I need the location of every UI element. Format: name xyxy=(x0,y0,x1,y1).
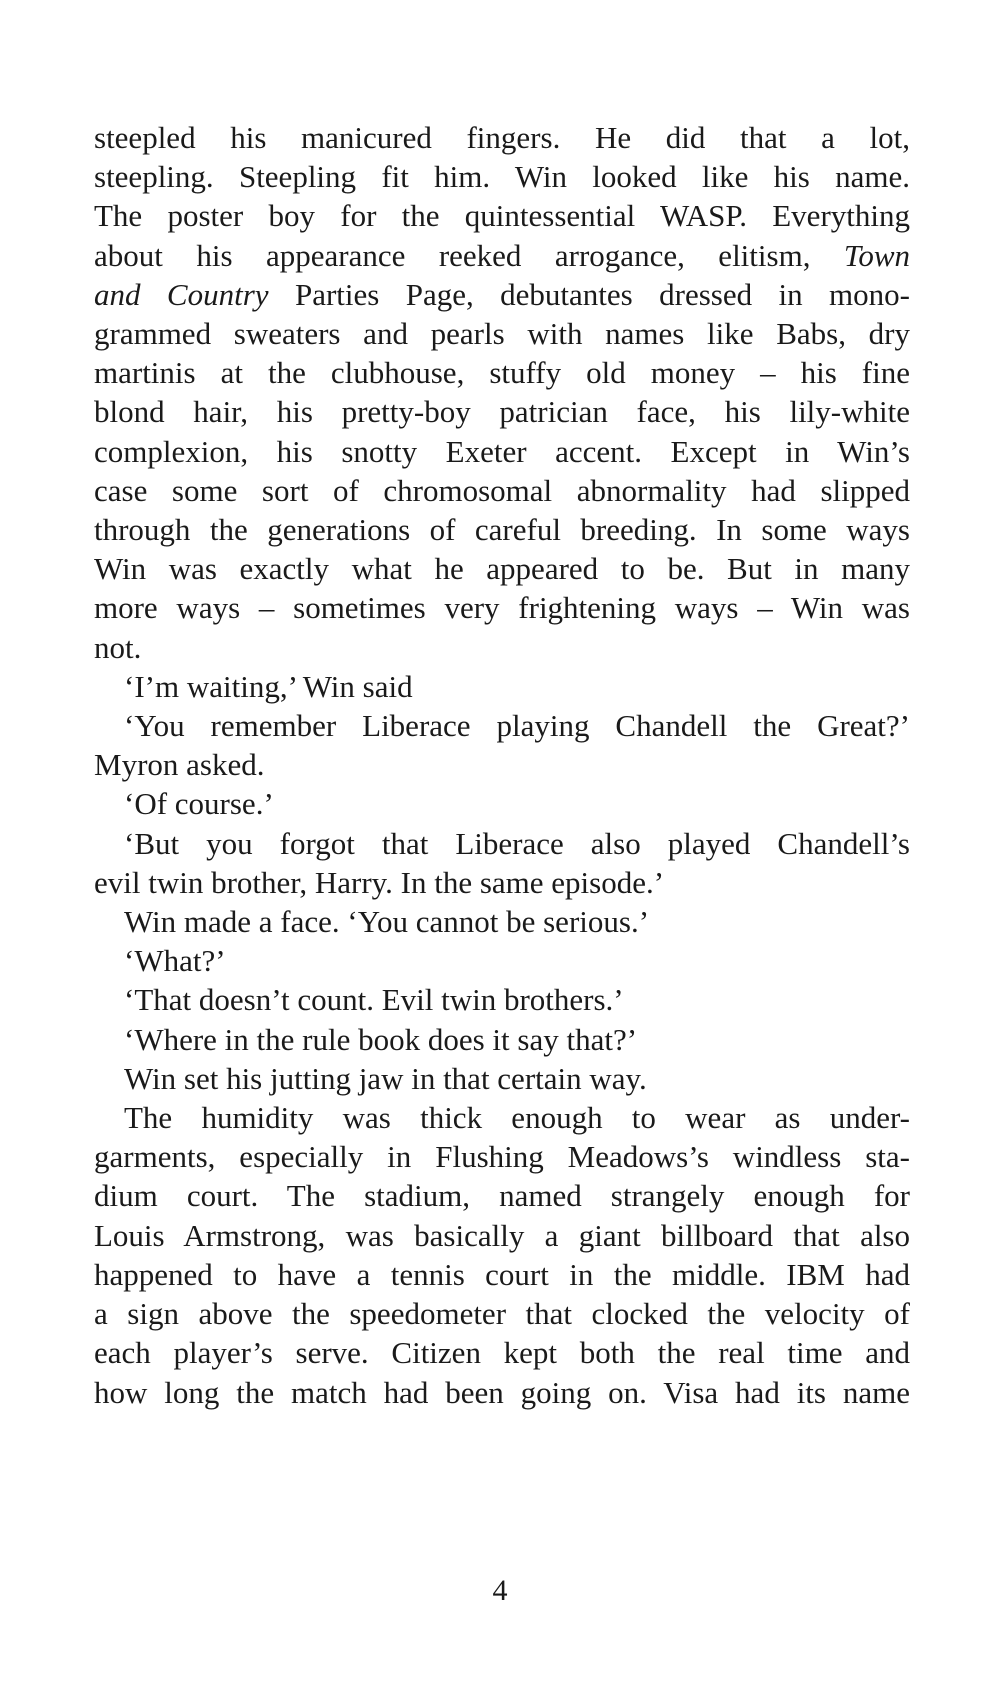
text-line: evil twin brother, Harry. In the same episode.’ xyxy=(94,864,665,900)
paragraph xyxy=(94,118,910,667)
text-line: a sign above the speedometer that clocked the velocity of xyxy=(94,1296,910,1332)
text-line: how long the match had been going on. Visa had its name xyxy=(94,1374,910,1410)
text-line: more ways – sometimes very frightening ways – Win was xyxy=(94,590,910,626)
text-line: not. xyxy=(94,629,142,665)
text-line: The humidity was thick enough to wear as under- xyxy=(124,1100,910,1136)
text-segment: Parties Page, debutantes dressed in mono- xyxy=(294,276,910,312)
narration-line: Win set his jutting jaw in that certain way. xyxy=(124,1060,647,1096)
dialogue-line: ‘Of course.’ xyxy=(124,786,274,822)
dialogue-line: Win made a face. ‘You cannot be serious.’ xyxy=(124,904,650,940)
italic-title: Town xyxy=(843,237,910,273)
text-line: happened to have a tennis court in the middle. IBM had xyxy=(94,1256,910,1292)
text-line: complexion, his snotty Exeter accent. Except in Win’s xyxy=(94,433,910,469)
paragraph xyxy=(94,1098,910,1412)
text-line: through the generations of careful breeding. In some ways xyxy=(94,512,910,548)
text-line: garments, especially in Flushing Meadows’s windless sta- xyxy=(94,1139,910,1175)
text-line: grammed sweaters and pearls with names like Babs, dry xyxy=(94,316,910,352)
text-line: The poster boy for the quintessential WASP. Everything xyxy=(94,198,910,234)
text-line: Myron asked. xyxy=(94,747,265,783)
text-line: ‘But you forgot that Liberace also played Chandell’s xyxy=(124,825,910,861)
text-line: Louis Armstrong, was basically a giant billboard that also xyxy=(94,1217,910,1253)
text-line: dium court. The stadium, named strangely enough for xyxy=(94,1178,910,1214)
dialogue-line: ‘That doesn’t count. Evil twin brothers.’ xyxy=(124,982,624,1018)
page-text xyxy=(94,118,910,1412)
italic-title: and Country xyxy=(94,276,269,312)
dialogue-line: ‘What?’ xyxy=(124,943,226,979)
text-line: steepling. Steepling fit him. Win looked like his name. xyxy=(94,159,910,195)
text-line: case some sort of chromosomal abnormality had slipped xyxy=(94,472,910,508)
text-line: martinis at the clubhouse, stuffy old money – his fine xyxy=(94,355,910,391)
dialogue-paragraph xyxy=(94,824,910,902)
dialogue-paragraph xyxy=(94,706,910,784)
text-segment: about his appearance reeked arrogance, elitism, xyxy=(94,237,811,273)
text-line: Win was exactly what he appeared to be. But in many xyxy=(94,551,910,587)
text-line: ‘You remember Liberace playing Chandell the Great?’ xyxy=(124,708,910,744)
dialogue-line: ‘I’m waiting,’ Win said xyxy=(124,668,413,704)
text-line xyxy=(94,236,910,275)
dialogue-line: ‘Where in the rule book does it say that?’ xyxy=(124,1021,638,1057)
text-line: steepled his manicured fingers. He did that a lot, xyxy=(94,120,910,155)
text-line: each player’s serve. Citizen kept both the real time and xyxy=(94,1335,910,1371)
text-line: blond hair, his pretty-boy patrician face, his lily-white xyxy=(94,394,910,430)
text-line xyxy=(94,275,910,314)
page-number: 4 xyxy=(492,1574,508,1607)
